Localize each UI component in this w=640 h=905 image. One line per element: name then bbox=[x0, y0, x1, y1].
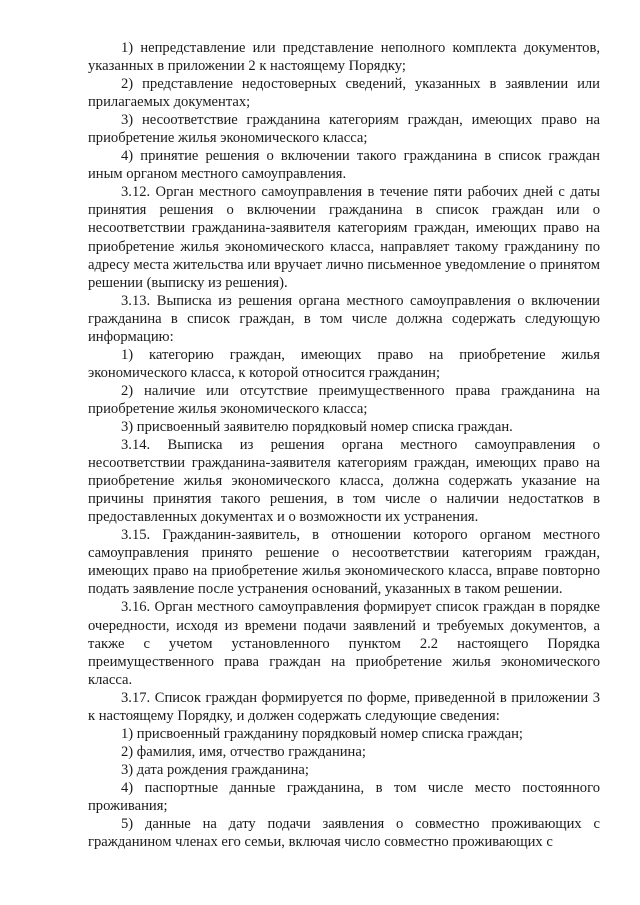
paragraph-3-13-item-2: 2) наличие или отсутствие преимущественного права гражданина на приобретение жилья экономического класса; bbox=[88, 382, 600, 417]
paragraph-3-13: 3.13. Выписка из решения органа местного самоуправления о включении гражданина в список граждан, в том числе должна содержать следующую информацию: bbox=[88, 292, 600, 345]
paragraph-3-16: 3.16. Орган местного самоуправления формирует список граждан в порядке очередности, исходя из времени подачи заявлений и требуемых документов, а также с учетом установленного пунктом 2.2 настоящего Порядка преимущественного права граждан на приобретение жилья экономического класса. bbox=[88, 599, 600, 688]
paragraph-3-17-item-2: 2) фамилия, имя, отчество гражданина; bbox=[121, 743, 366, 760]
paragraph-3-12: 3.12. Орган местного самоуправления в течение пяти рабочих дней с даты принятия решения о включении гражданина в список граждан или о несоответствии гражданина-заявителя категориям граждан, имеющих право на приобретение жилья экономического класса, направляет такому гражданину по адресу места жительства или вручает лично письменное уведомление о принятом решении (выписку из решения). bbox=[88, 184, 600, 291]
paragraph-item-3: 3) несоответствие гражданина категориям граждан, имеющих право на приобретение жилья экономического класса; bbox=[88, 112, 600, 147]
paragraph-item-2: 2) представление недостоверных сведений, указанных в заявлении или прилагаемых документах; bbox=[88, 76, 600, 111]
paragraph-3-13-item-1: 1) категорию граждан, имеющих право на приобретение жилья экономического класса, к которой относится гражданин; bbox=[88, 346, 600, 381]
paragraph-item-1: 1) непредставление или представление неполного комплекта документов, указанных в приложении 2 к настоящему Порядку; bbox=[88, 40, 600, 75]
paragraph-3-17-item-5: 5) данные на дату подачи заявления о совместно проживающих с гражданином членах его семьи, включая число совместно проживающих с bbox=[88, 816, 600, 851]
paragraph-3-17-item-1: 1) присвоенный гражданину порядковый номер списка граждан; bbox=[121, 725, 523, 742]
paragraph-3-15: 3.15. Гражданин-заявитель, в отношении которого органом местного самоуправления принято решение о несоответствии категориям граждан, имеющих право на приобретение жилья экономического класса, вправе повторно подать заявление после устранения оснований, указанных в таком решении. bbox=[88, 527, 600, 598]
paragraph-item-4: 4) принятие решения о включении такого гражданина в список граждан иным органом местного самоуправления. bbox=[88, 148, 600, 183]
paragraph-3-17: 3.17. Список граждан формируется по форме, приведенной в приложении 3 к настоящему Порядку, и должен содержать следующие сведения: bbox=[88, 689, 600, 724]
paragraph-3-14: 3.14. Выписка из решения органа местного самоуправления о несоответствии гражданина-заявителя категориям граждан, имеющих право на приобретение жилья экономического класса, должна содержать указание на причины принятия такого решения, в том числе о наличии недостатков в предоставленных документах и о возможности их устранения. bbox=[88, 437, 600, 526]
paragraph-3-17-item-3: 3) дата рождения гражданина; bbox=[121, 761, 309, 778]
paragraph-3-17-item-4: 4) паспортные данные гражданина, в том числе место постоянного проживания; bbox=[88, 779, 600, 814]
document-body bbox=[88, 39, 600, 851]
paragraph-3-13-item-3: 3) присвоенный заявителю порядковый номер списка граждан. bbox=[121, 418, 513, 435]
